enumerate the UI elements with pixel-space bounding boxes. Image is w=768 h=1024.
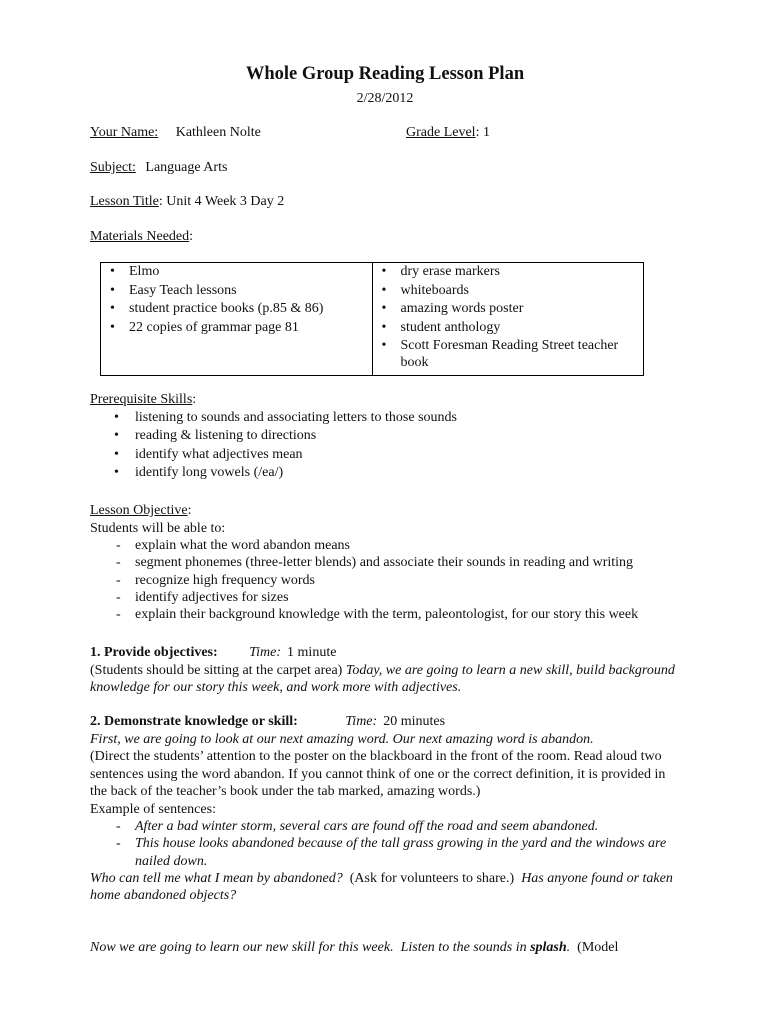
- lesson-title-value: : Unit 4 Week 3 Day 2: [158, 194, 285, 209]
- grade-label: Grade Level: [406, 125, 476, 140]
- materials-right-cell: [372, 263, 644, 376]
- materials-left-cell: [101, 263, 373, 376]
- list-item: - segment phonemes (three-letter blends) and associate their sounds in reading and writing: [90, 554, 680, 571]
- time-label: Time:: [249, 645, 282, 660]
- example-label: Example of sentences:: [90, 801, 216, 817]
- time-value: 20 minutes: [383, 714, 446, 729]
- name-row: [90, 124, 261, 142]
- list-item: - This house looks abandoned because of the tall grass growing in the yard and the windows are nailed down.: [90, 835, 680, 870]
- list-item: • amazing words poster: [377, 300, 640, 319]
- list-item: • listening to sounds and associating letters to those sounds: [90, 409, 680, 428]
- prerequisite-label: Prerequisite Skills: [90, 392, 193, 407]
- list-item: - explain what the word abandon means: [90, 537, 680, 554]
- section-new-skill: Now we are going to learn our new skill for this week. Listen to the sounds in splash. (Model: [90, 939, 619, 955]
- teacher-script: Now we are going to learn our new skill for this week. Listen to the sounds in: [90, 939, 531, 955]
- instruction-text: (Direct the students’ attention to the poster on the blackboard in the front of the room. Read aloud two sentences using the word abandon. If you cannot think of one or the correct definition, it is provided in the back of the teacher’s book under the tab marked, amazing words.): [90, 749, 666, 799]
- objective-label: Lesson Objective: [90, 503, 188, 518]
- list-item: • Scott Foresman Reading Street teacher book: [377, 337, 640, 371]
- objective-section: Lesson Objective: Students will be able to: - explain what the word abandon means - segment phonemes (three-letter blends) and associate their sounds in reading and writing - recognize high frequency words - identify adjectives for sizes - explain their background knowledge with the term, paleontologist, for our story this week: [90, 502, 680, 623]
- section-heading: 1. Provide objectives:: [90, 645, 218, 660]
- materials-left-list: [105, 263, 368, 337]
- materials-table: [100, 262, 644, 376]
- list-item: - After a bad winter storm, several cars are found off the road and seem abandoned.: [90, 818, 680, 835]
- lesson-title-label: Lesson Title: [90, 194, 159, 209]
- objective-list: [90, 537, 680, 623]
- teacher-question: Who can tell me what I mean by abandoned?: [90, 870, 343, 886]
- list-item: - explain their background knowledge with the term, paleontologist, for our story this week: [90, 606, 680, 623]
- list-item: • dry erase markers: [377, 263, 640, 282]
- materials-right-list: [377, 263, 640, 371]
- prerequisite-list: [90, 409, 680, 483]
- lesson-title-row: [90, 193, 284, 211]
- target-word: splash: [530, 939, 567, 955]
- time-value: 1 minute: [287, 645, 337, 660]
- example-list: [90, 818, 680, 870]
- list-item: • Elmo: [105, 263, 368, 282]
- materials-row: Materials Needed:: [90, 229, 194, 244]
- teacher-question: Has anyone found or taken home abandoned objects?: [90, 870, 673, 904]
- list-item: • student practice books (p.85 & 86): [105, 300, 368, 319]
- list-item: - identify adjectives for sizes: [90, 589, 680, 606]
- grade-row: [406, 124, 490, 142]
- subject-value: Language Arts: [145, 160, 228, 175]
- list-item: • 22 copies of grammar page 81: [105, 319, 368, 338]
- list-item: • whiteboards: [377, 282, 640, 301]
- list-item: - recognize high frequency words: [90, 572, 680, 589]
- instruction-text: (Students should be sitting at the carpet area): [90, 662, 346, 678]
- materials-label: Materials Needed: [90, 229, 190, 244]
- section-provide-objectives: [90, 644, 680, 697]
- document-title: Whole Group Reading Lesson Plan: [245, 64, 525, 84]
- name-label: Your Name:: [90, 125, 159, 140]
- prerequisite-section: Prerequisite Skills: • listening to sounds and associating letters to those sounds • reading & listening to directions • identify what adjectives mean • identify long vowels (/ea/): [90, 391, 680, 483]
- instruction-text: (Ask for volunteers to share.): [342, 870, 522, 886]
- list-item: • reading & listening to directions: [90, 427, 680, 446]
- teacher-script: First, we are going to look at our next amazing word. Our next amazing word is abandon.: [90, 731, 594, 747]
- list-item: • student anthology: [377, 319, 640, 338]
- teacher-script: Today, we are going to learn a new skill, build background knowledge for our story this week, and work more with adjectives.: [90, 662, 675, 695]
- list-item: • Easy Teach lessons: [105, 282, 368, 301]
- document-date: 2/28/2012: [356, 91, 414, 106]
- time-label: Time:: [345, 714, 378, 729]
- grade-value: : 1: [475, 125, 490, 140]
- section-demonstrate-skill: [90, 713, 680, 905]
- name-value: Kathleen Nolte: [175, 125, 261, 140]
- subject-row: [90, 159, 227, 177]
- section-heading: 2. Demonstrate knowledge or skill:: [90, 714, 298, 729]
- instruction-text: (Model: [570, 939, 619, 955]
- list-item: • identify what adjectives mean: [90, 446, 680, 465]
- subject-label: Subject:: [90, 160, 136, 175]
- list-item: • identify long vowels (/ea/): [90, 464, 680, 483]
- objective-intro: Students will be able to:: [90, 520, 226, 536]
